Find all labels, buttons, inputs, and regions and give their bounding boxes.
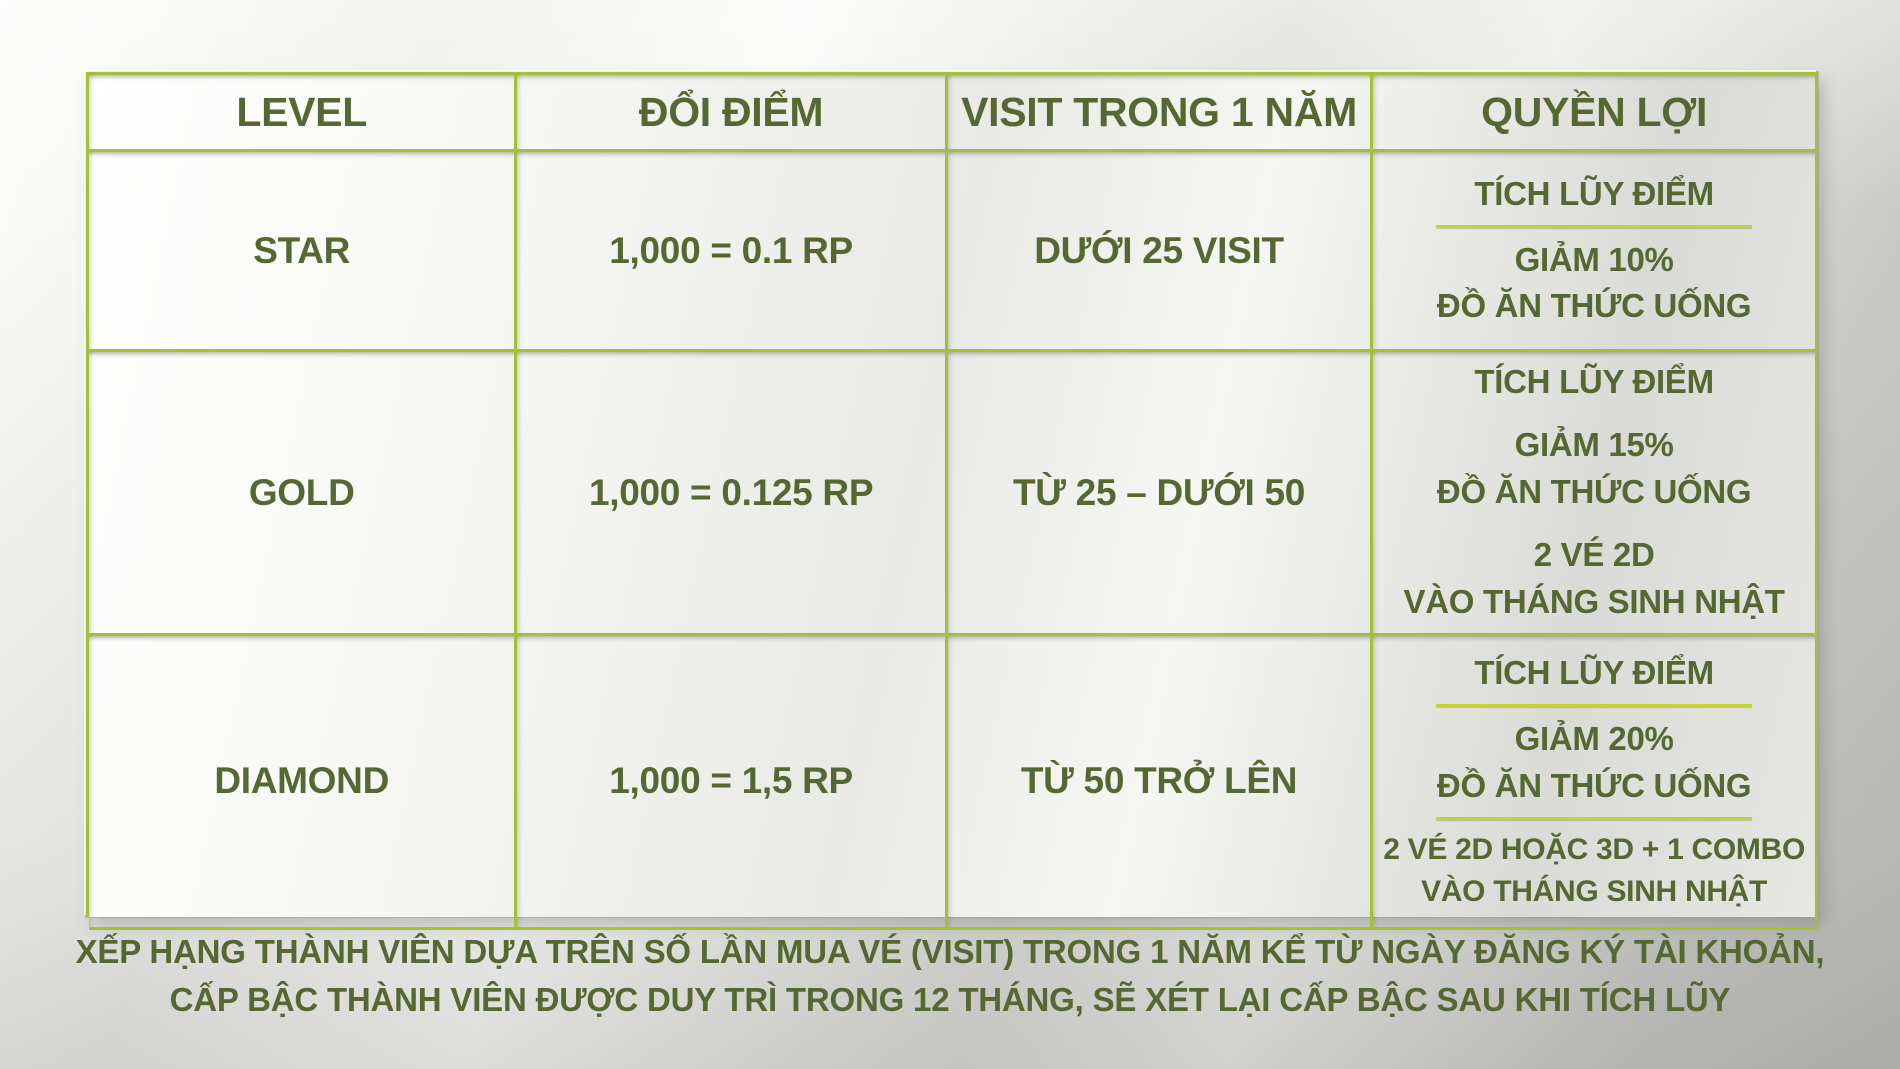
benefit-line: 2 VÉ 2D HOẶC 3D + 1 COMBO (1383, 832, 1805, 866)
benefit-group (1437, 422, 1751, 516)
benefit-line: 2 VÉ 2D (1533, 535, 1655, 573)
benefit-line: GIẢM 10% (1514, 240, 1674, 278)
benefit-line: ĐỒ ĂN THỨC UỐNG (1436, 287, 1752, 325)
benefit-group (1404, 532, 1785, 626)
benefit-group (1474, 359, 1713, 406)
benefit-line: VÀO THÁNG SINH NHẬT (1403, 582, 1785, 620)
benefit-line: TÍCH LŨY ĐIỂM (1474, 363, 1714, 401)
benefit-line: GIẢM 15% (1514, 426, 1674, 464)
points-cell-diamond: 1,000 = 1,5 RP (517, 636, 948, 930)
benefit-group (1474, 171, 1713, 218)
membership-table-grid (89, 75, 1818, 917)
benefit-line: ĐỒ ĂN THỨC UỐNG (1436, 473, 1752, 511)
benefit-group (1383, 829, 1805, 913)
benefit-line: ĐỒ ĂN THỨC UỐNG (1436, 766, 1752, 804)
underline-rule (1436, 817, 1752, 820)
header-quyen-loi: QUYỀN LỢI (1373, 75, 1818, 152)
visits-cell-diamond: TỪ 50 TRỞ LÊN (948, 636, 1373, 930)
visits-cell-gold: TỪ 25 – DƯỚI 50 (948, 352, 1373, 636)
level-cell-gold: GOLD (89, 352, 517, 636)
level-cell-diamond: DIAMOND (89, 636, 517, 930)
benefit-line: GIẢM 20% (1514, 719, 1674, 757)
benefit-group (1437, 237, 1751, 331)
visits-cell-star: DƯỚI 25 VISIT (948, 152, 1373, 352)
benefit-line: TÍCH LŨY ĐIỂM (1474, 654, 1714, 691)
underline-rule (1436, 225, 1752, 228)
points-cell-gold: 1,000 = 0.125 RP (517, 352, 948, 636)
footer-line-2: CẤP BẬC THÀNH VIÊN ĐƯỢC DUY TRÌ TRONG 12 THÁNG, SẼ XÉT LẠI CẤP BẬC SAU KHI TÍCH LŨY (169, 981, 1731, 1018)
header-oi-iem: ĐỔI ĐIỂM (517, 75, 948, 152)
benefits-cell-star (1373, 152, 1818, 352)
benefit-line: TÍCH LŨY ĐIỂM (1474, 174, 1714, 212)
underline-rule (1436, 704, 1752, 707)
points-cell-star: 1,000 = 0.1 RP (517, 152, 948, 352)
level-cell-star: STAR (89, 152, 517, 352)
membership-table (86, 72, 1818, 917)
benefit-group (1437, 716, 1751, 810)
benefits-cell-diamond (1373, 636, 1818, 930)
benefit-line: VÀO THÁNG SINH NHẬT (1421, 874, 1768, 908)
footer-line-1: XẾP HẠNG THÀNH VIÊN DỰA TRÊN SỐ LẦN MUA VÉ (VISIT) TRONG 1 NĂM KỂ TỪ NGÀY ĐĂNG KÝ TÀI KHOẢN, (75, 933, 1825, 970)
benefit-group (1474, 650, 1713, 697)
benefits-cell-gold (1373, 352, 1818, 636)
footer-note (0, 928, 1900, 1024)
header-visit-trong-1-nam: VISIT TRONG 1 NĂM (948, 75, 1373, 152)
header-level: LEVEL (89, 75, 517, 152)
